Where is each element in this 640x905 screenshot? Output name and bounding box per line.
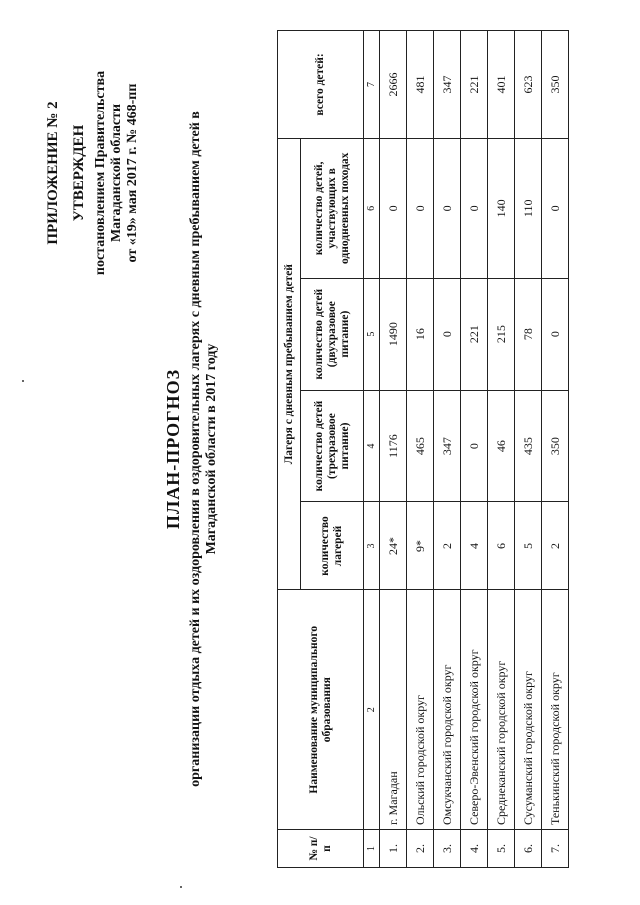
col-index: 3 xyxy=(364,502,380,590)
row-num: 3. xyxy=(434,830,461,868)
rotated-document xyxy=(45,30,625,868)
header-num: № п/п xyxy=(278,830,364,868)
header-three-meals: количество детей (трехразовое питание) xyxy=(301,390,364,502)
row-two-meals: 0 xyxy=(434,278,461,390)
plan-table xyxy=(277,30,569,868)
row-name: Среднеканский городской округ xyxy=(488,590,515,830)
row-hiking: 110 xyxy=(515,138,542,278)
row-name: г. Магадан xyxy=(380,590,407,830)
row-camps: 2 xyxy=(542,502,569,590)
scan-speck xyxy=(22,380,24,382)
table-row xyxy=(461,31,488,868)
row-three-meals: 0 xyxy=(461,390,488,502)
row-num: 1. xyxy=(380,830,407,868)
row-num: 6. xyxy=(515,830,542,868)
row-two-meals: 221 xyxy=(461,278,488,390)
row-num: 7. xyxy=(542,830,569,868)
row-hiking: 140 xyxy=(488,138,515,278)
row-camps: 2 xyxy=(434,502,461,590)
header-hiking: количество детей, участвующих в однодневных походах xyxy=(301,138,364,278)
header-group: Лагеря с дневным пребыванием детей xyxy=(278,138,301,590)
row-total: 401 xyxy=(488,31,515,139)
title-sub-1: организации отдыха детей и их оздоровления в оздоровительных лагерях с дневным пребыванием детей в xyxy=(188,111,203,787)
row-camps: 9* xyxy=(407,502,434,590)
col-index: 7 xyxy=(364,31,380,139)
row-three-meals: 46 xyxy=(488,390,515,502)
row-camps: 24* xyxy=(380,502,407,590)
row-hiking: 0 xyxy=(542,138,569,278)
table-row xyxy=(542,31,569,868)
approved-label: УТВЕРЖДЕН xyxy=(71,124,87,222)
col-index: 4 xyxy=(364,390,380,502)
row-two-meals: 1490 xyxy=(380,278,407,390)
approval-header xyxy=(45,38,141,308)
col-index: 5 xyxy=(364,278,380,390)
row-total: 2666 xyxy=(380,31,407,139)
table-row xyxy=(515,31,542,868)
row-name: Северо-Эвенский городской округ xyxy=(461,590,488,830)
row-three-meals: 347 xyxy=(434,390,461,502)
row-two-meals: 16 xyxy=(407,278,434,390)
column-index-row xyxy=(364,31,380,868)
row-total: 347 xyxy=(434,31,461,139)
col-index: 6 xyxy=(364,138,380,278)
row-three-meals: 465 xyxy=(407,390,434,502)
row-hiking: 0 xyxy=(380,138,407,278)
row-three-meals: 350 xyxy=(542,390,569,502)
approval-line-1: постановлением Правительства xyxy=(93,70,108,276)
row-camps: 5 xyxy=(515,502,542,590)
row-hiking: 0 xyxy=(434,138,461,278)
row-two-meals: 78 xyxy=(515,278,542,390)
header-name: Наименование муниципального образования xyxy=(278,590,364,830)
row-name: Ольский городской округ xyxy=(407,590,434,830)
table-row xyxy=(488,31,515,868)
approval-line-3: от «19» мая 2017 г. № 468-пп xyxy=(125,83,140,263)
header-total: всего детей: xyxy=(278,31,364,139)
row-two-meals: 0 xyxy=(542,278,569,390)
row-num: 2. xyxy=(407,830,434,868)
document-title xyxy=(163,30,220,868)
row-total: 623 xyxy=(515,31,542,139)
row-hiking: 0 xyxy=(461,138,488,278)
title-sub-2: Магаданской области в 2017 году xyxy=(204,343,219,555)
approval-line-2: Магаданской области xyxy=(109,103,124,243)
row-camps: 6 xyxy=(488,502,515,590)
row-hiking: 0 xyxy=(407,138,434,278)
title-main: ПЛАН-ПРОГНОЗ xyxy=(163,368,183,530)
row-two-meals: 215 xyxy=(488,278,515,390)
table-row xyxy=(380,31,407,868)
table-row xyxy=(434,31,461,868)
table-row xyxy=(407,31,434,868)
row-camps: 4 xyxy=(461,502,488,590)
appendix-label: ПРИЛОЖЕНИЕ № 2 xyxy=(45,101,61,245)
row-name: Сусуманский городской округ xyxy=(515,590,542,830)
row-num: 4. xyxy=(461,830,488,868)
row-name: Омсукчанский городской округ xyxy=(434,590,461,830)
scan-speck xyxy=(180,886,182,888)
row-three-meals: 435 xyxy=(515,390,542,502)
col-index: 2 xyxy=(364,590,380,830)
header-two-meals: количество детей (двухразовое питание) xyxy=(301,278,364,390)
row-num: 5. xyxy=(488,830,515,868)
row-total: 221 xyxy=(461,31,488,139)
header-camps: количество лагерей xyxy=(301,502,364,590)
row-three-meals: 1176 xyxy=(380,390,407,502)
row-name: Тенькинский городской округ xyxy=(542,590,569,830)
col-index: 1 xyxy=(364,830,380,868)
row-total: 481 xyxy=(407,31,434,139)
row-total: 350 xyxy=(542,31,569,139)
